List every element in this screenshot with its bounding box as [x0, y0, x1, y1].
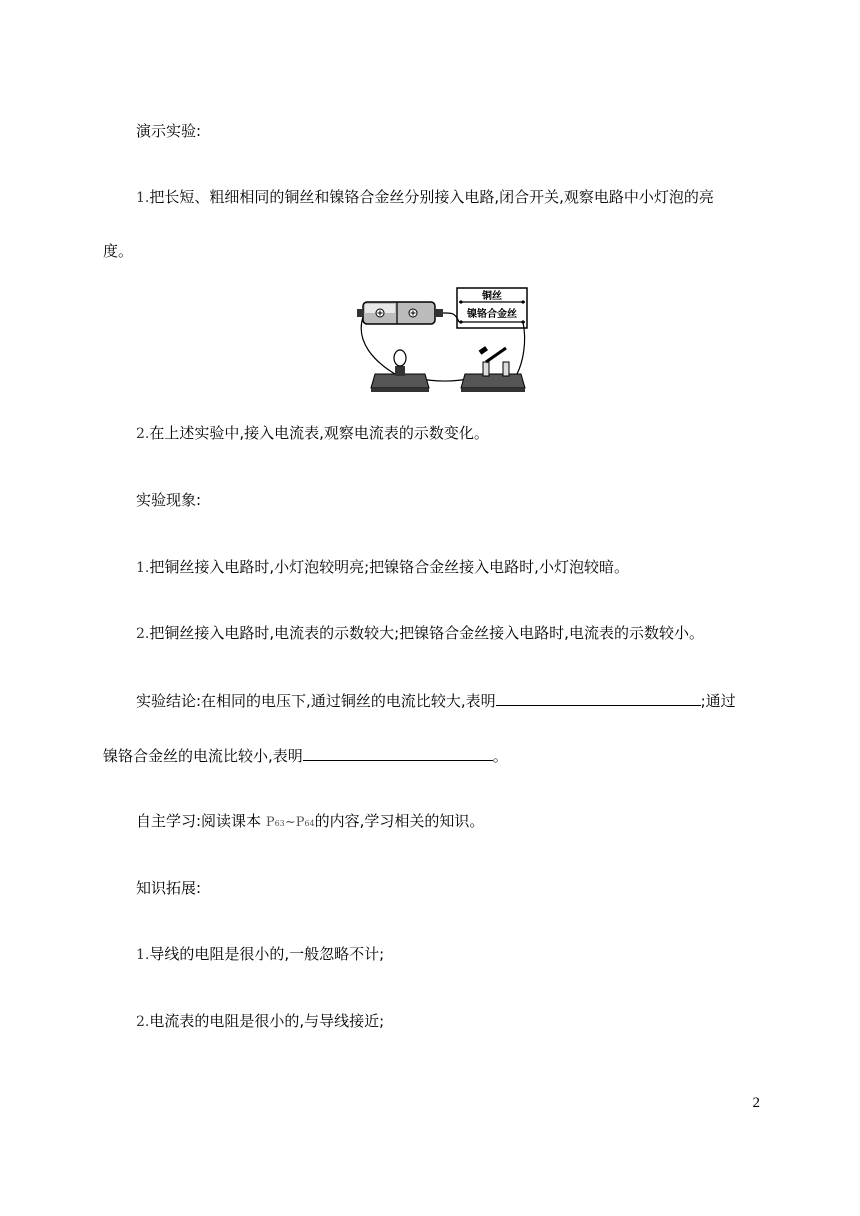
conclusion-text: 实验结论:在相同的电压下,通过铜丝的电流比较大,表明	[136, 692, 496, 710]
item-text: 把铜丝接入电路时,电流表的示数较大;把镍铬合金丝接入电路时,电流表的示数较小。	[149, 624, 704, 642]
extension-heading: 知识拓展:	[136, 879, 202, 897]
phenomenon-item-2	[136, 622, 760, 645]
conclusion-text: 镍铬合金丝的电流比较小,表明	[103, 747, 303, 765]
page-ref-separator: ~	[284, 815, 296, 830]
light-bulb-icon	[394, 350, 406, 366]
step-text: 在上述实验中,接入电流表,观察电流表的示数变化。	[149, 424, 489, 442]
step-number: 2.	[136, 426, 150, 442]
copper-wire-label: 铜丝	[482, 291, 502, 302]
demo-step-2	[136, 422, 760, 445]
page-number: 2	[752, 1095, 760, 1111]
answer-blank-2[interactable]	[303, 744, 493, 761]
extension-item-1	[136, 943, 760, 966]
conclusion-line-2	[103, 744, 760, 767]
conclusion-line-1	[136, 689, 760, 712]
switch-base	[461, 374, 525, 388]
demo-experiment-heading: 演示实验:	[136, 122, 202, 140]
item-number: 2.	[136, 626, 150, 642]
step-number: 1.	[136, 190, 150, 206]
conclusion-text: ;通过	[700, 692, 736, 710]
self-study-text: 自主学习:阅读课本	[136, 812, 262, 830]
switch-lever	[486, 348, 506, 362]
lamp-socket	[395, 366, 405, 376]
self-study-text: 的内容,学习相关的知识。	[314, 812, 485, 830]
item-number: 1.	[136, 560, 150, 576]
phenomenon-item-1	[136, 556, 760, 579]
answer-blank-1[interactable]	[496, 689, 701, 706]
extension-item-2	[136, 1010, 760, 1033]
demo-step-1	[136, 186, 760, 209]
item-number: 2.	[136, 1014, 150, 1030]
nichrome-wire-label: 镍铬合金丝	[467, 309, 517, 320]
item-text: 电流表的电阻是很小的,与导线接近;	[149, 1012, 385, 1030]
phenomenon-heading: 实验现象:	[136, 491, 202, 509]
wire	[517, 322, 525, 374]
step-text: 把长短、粗细相同的铜丝和镍铬合金丝分别接入电路,闭合开关,观察电路中小灯泡的亮	[149, 188, 714, 206]
item-text: 把铜丝接入电路时,小灯泡较明亮;把镍铬合金丝接入电路时,小灯泡较暗。	[149, 558, 629, 576]
item-text: 导线的电阻是很小的,一般忽略不计;	[149, 945, 385, 963]
item-number: 1.	[136, 947, 150, 963]
demo-step-1-continued: 度。	[103, 242, 134, 260]
page-ref-end: P64	[295, 815, 315, 830]
lamp-base	[371, 374, 429, 388]
self-study-line	[136, 810, 760, 835]
circuit-diagram	[355, 282, 530, 397]
wire	[361, 317, 395, 374]
page-ref-start: P63	[265, 815, 285, 830]
conclusion-text: 。	[492, 747, 508, 765]
